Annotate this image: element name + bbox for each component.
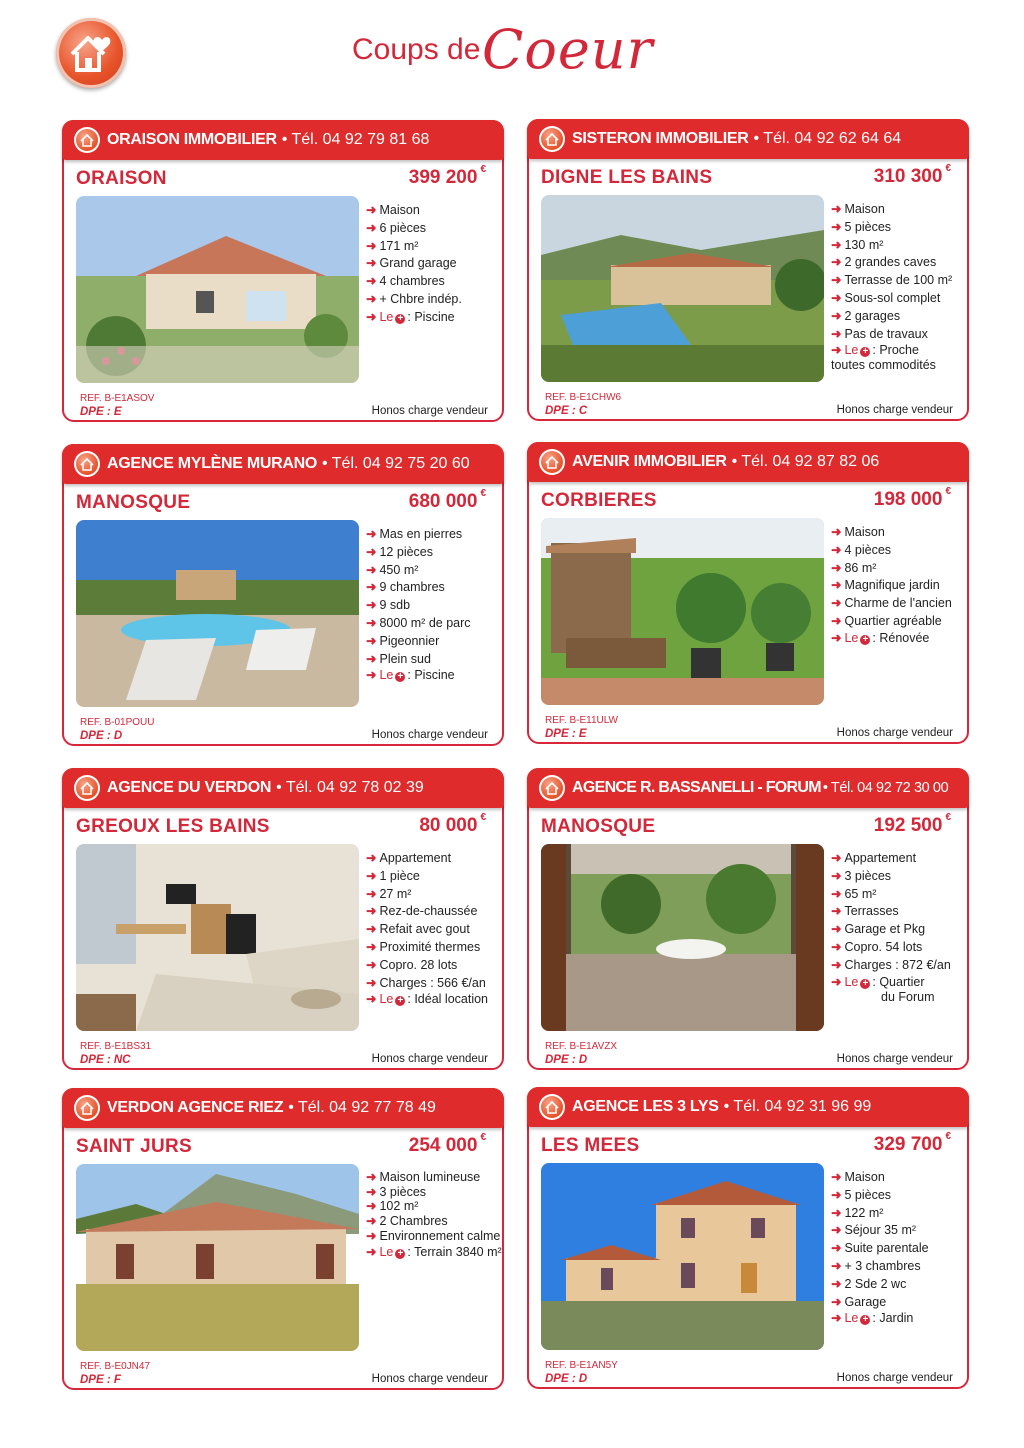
agency-phone: • Tél. 04 92 75 20 60 (322, 455, 470, 472)
arrow-right-icon: ➜ (831, 308, 842, 323)
listing-header (527, 1087, 969, 1127)
arrow-right-icon: ➜ (831, 1187, 842, 1202)
arrow-right-icon: ➜ (831, 1223, 842, 1238)
arrow-right-icon: ➜ (831, 868, 842, 883)
feature-list (831, 850, 951, 1005)
arrow-right-icon: ➜ (366, 544, 377, 559)
feature-item: ➜ Quartier agréable (831, 613, 942, 628)
feature-item: ➜ Séjour 35 m² (831, 1223, 917, 1238)
arrow-right-icon: ➜ (366, 256, 377, 271)
arrow-right-icon: ➜ (831, 904, 842, 919)
listing-dpe: DPE : E (80, 406, 122, 418)
arrow-right-icon: ➜ (366, 291, 377, 306)
listing-card[interactable] (527, 768, 969, 1070)
listing-ref: REF. B-E1BS31 (80, 1041, 152, 1052)
arrow-right-icon: ➜ (366, 527, 377, 541)
agency-name: ORAISON IMMOBILIER (107, 131, 277, 148)
feature-item: ➜ Copro. 54 lots (831, 939, 923, 954)
feature-item: ➜ Copro. 28 lots (366, 957, 458, 972)
plus-icon: + (860, 635, 870, 645)
plus-icon: + (395, 672, 405, 682)
feature-item: ➜ 6 pièces (366, 220, 427, 235)
agency-name: AVENIR IMMOBILIER (572, 453, 727, 470)
arrow-right-icon: ➜ (366, 615, 377, 630)
arrow-right-icon: ➜ (366, 562, 377, 577)
feature-item: ➜ 12 pièces (366, 544, 433, 559)
plus-icon: + (395, 996, 405, 1006)
arrow-right-icon: ➜ (366, 220, 377, 235)
listing-header (62, 768, 504, 808)
feature-item: ➜ 5 pièces (831, 1187, 892, 1202)
listing-price: 680 000 € (408, 487, 486, 512)
feature-item: ➜ Garage et Pkg (831, 922, 926, 937)
feature-item: ➜ Maison (831, 202, 885, 216)
arrow-right-icon: ➜ (366, 1184, 377, 1199)
feature-item: ➜ Environnement calme (366, 1229, 501, 1244)
feature-list (831, 201, 952, 373)
feature-item: ➜ Terrasse de 100 m² (831, 273, 953, 288)
listing-ref: REF. B-E11ULW (545, 715, 618, 726)
arrow-right-icon: ➜ (831, 613, 842, 628)
feature-list (831, 524, 952, 646)
property-photo[interactable] (76, 844, 359, 1031)
listing-card[interactable] (527, 119, 969, 421)
house-heart-icon (539, 775, 565, 801)
feature-item: ➜ Appartement (366, 851, 452, 865)
listing-card[interactable] (62, 768, 504, 1070)
listing-fees: Honos charge vendeur (836, 1053, 953, 1065)
listing-dpe: DPE : D (545, 1373, 588, 1385)
arrow-right-icon: ➜ (831, 1170, 842, 1184)
house-heart-icon (74, 451, 100, 477)
listing-card[interactable] (527, 1087, 969, 1389)
arrow-right-icon: ➜ (831, 578, 842, 593)
listing-card[interactable] (62, 120, 504, 422)
listing-dpe: DPE : C (545, 405, 588, 417)
property-photo[interactable] (541, 518, 824, 705)
property-photo[interactable] (541, 195, 824, 382)
feature-item: ➜ 4 pièces (831, 542, 892, 557)
arrow-right-icon: ➜ (366, 309, 377, 324)
feature-list (366, 850, 488, 1007)
listing-fees: Honos charge vendeur (371, 1373, 488, 1385)
listing-city: CORBIERES (541, 490, 657, 511)
listing-price: 399 200 € (408, 163, 486, 188)
agency-name: AGENCE MYLÈNE MURANO (107, 455, 318, 472)
arrow-right-icon: ➜ (831, 974, 842, 989)
listing-ref: REF. B-E1CHW6 (545, 392, 622, 403)
arrow-right-icon: ➜ (831, 1258, 842, 1273)
house-heart-icon (74, 1095, 100, 1121)
agency-phone: • Tél. 04 92 72 30 00 (822, 780, 949, 796)
feature-highlight: ➜ Le + : Terrain 3840 m² (366, 1245, 502, 1260)
listing-price: 329 700 € (873, 1130, 951, 1155)
feature-item: ➜ Grand garage (366, 256, 457, 271)
arrow-right-icon: ➜ (366, 238, 377, 253)
feature-item: ➜ Maison lumineuse (366, 1170, 481, 1184)
arrow-right-icon: ➜ (831, 542, 842, 557)
listing-header (62, 1088, 504, 1128)
arrow-right-icon: ➜ (831, 886, 842, 901)
feature-item: ➜ 27 m² (366, 886, 412, 901)
feature-list (366, 526, 471, 683)
feature-item: ➜ + 3 chambres (831, 1258, 921, 1273)
feature-item: ➜ Mas en pierres (366, 527, 463, 541)
listing-header (62, 120, 504, 160)
arrow-right-icon: ➜ (366, 1245, 377, 1260)
arrow-right-icon: ➜ (831, 851, 842, 865)
arrow-right-icon: ➜ (831, 1276, 842, 1291)
feature-item: ➜ 3 pièces (366, 1184, 427, 1199)
feature-item: ➜ Refait avec gout (366, 922, 470, 937)
arrow-right-icon: ➜ (831, 219, 842, 234)
house-heart-icon (74, 127, 100, 153)
feature-item: ➜ 65 m² (831, 886, 877, 901)
listing-dpe: DPE : D (545, 1054, 588, 1066)
listing-fees: Honos charge vendeur (371, 405, 488, 417)
arrow-right-icon: ➜ (366, 922, 377, 937)
arrow-right-icon: ➜ (831, 1294, 842, 1309)
agency-name: VERDON AGENCE RIEZ (107, 1099, 284, 1116)
arrow-right-icon: ➜ (831, 202, 842, 216)
feature-item: ➜ Appartement (831, 851, 917, 865)
house-heart-icon (539, 126, 565, 152)
feature-item: ➜ 2 grandes caves (831, 255, 937, 270)
feature-item: ➜ 171 m² (366, 238, 419, 253)
listing-fees: Honos charge vendeur (836, 1372, 953, 1384)
arrow-right-icon: ➜ (831, 1205, 842, 1220)
agency-name: AGENCE DU VERDON (107, 779, 272, 796)
agency-phone: • Tél. 04 92 79 81 68 (281, 131, 430, 148)
listing-fees: Honos charge vendeur (836, 727, 953, 739)
plus-icon: + (860, 347, 870, 357)
feature-item: ➜ 5 pièces (831, 219, 892, 234)
listing-dpe: DPE : D (80, 730, 123, 742)
arrow-right-icon: ➜ (366, 1170, 377, 1184)
arrow-right-icon: ➜ (831, 1241, 842, 1256)
agency-name: AGENCE LES 3 LYS (572, 1098, 719, 1115)
feature-item: ➜ 9 sdb (366, 598, 411, 613)
feature-item: ➜ Terrasses (831, 904, 899, 919)
listing-price: 198 000 € (873, 485, 951, 510)
feature-list (831, 1169, 929, 1326)
feature-item: ➜ 3 pièces (831, 868, 892, 883)
feature-highlight: ➜ Le + : Piscine (366, 668, 455, 683)
listing-price: 80 000 € (419, 811, 486, 836)
agency-phone: • Tél. 04 92 31 96 99 (723, 1098, 872, 1115)
feature-item: ➜ Maison (366, 203, 420, 217)
feature-item: ➜ Suite parentale (831, 1241, 929, 1256)
feature-item: ➜ Garage (831, 1294, 887, 1309)
listing-city: SAINT JURS (76, 1136, 192, 1157)
listing-city: LES MEES (541, 1135, 640, 1156)
page-title-script: Coeur (482, 18, 654, 81)
property-photo[interactable] (541, 1163, 824, 1350)
listing-header (527, 442, 969, 482)
feature-item: ➜ Maison (831, 525, 885, 539)
arrow-right-icon: ➜ (366, 975, 377, 990)
arrow-right-icon: ➜ (366, 851, 377, 865)
feature-highlight: ➜ Le + : Proche toutes commodités (831, 343, 936, 373)
arrow-right-icon: ➜ (831, 957, 842, 972)
feature-highlight: ➜ Le + : Rénovée (831, 630, 930, 645)
arrow-right-icon: ➜ (831, 596, 842, 611)
agency-name: AGENCE R. BASSANELLI - FORUM (572, 779, 821, 796)
listing-fees: Honos charge vendeur (371, 729, 488, 741)
feature-item: ➜ Charges : 566 €/an (366, 975, 486, 990)
listing-city: ORAISON (76, 168, 167, 189)
feature-item: ➜ Rez-de-chaussée (366, 904, 478, 919)
page-title-prefix: Coups de (352, 33, 481, 66)
arrow-right-icon: ➜ (831, 290, 842, 305)
listing-card[interactable] (62, 1088, 504, 1390)
feature-item: ➜ Proximité thermes (366, 939, 481, 954)
plus-icon: + (860, 979, 870, 989)
feature-highlight: ➜ Le + : Quartier du Forum (831, 974, 935, 1004)
feature-item: ➜ 8000 m² de parc (366, 615, 471, 630)
feature-highlight: ➜ Le + : Jardin (831, 1311, 914, 1326)
listing-card[interactable] (62, 444, 504, 746)
listing-header (527, 768, 969, 808)
feature-item: ➜ 9 chambres (366, 580, 445, 595)
feature-highlight: ➜ Le + : Idéal location (366, 992, 488, 1007)
listing-city: MANOSQUE (541, 816, 656, 837)
feature-item: ➜ 2 garages (831, 308, 901, 323)
arrow-right-icon: ➜ (831, 525, 842, 539)
feature-item: ➜ Sous-sol complet (831, 290, 941, 305)
feature-item: ➜ Plein sud (366, 651, 431, 666)
listing-ref: REF. B-E0JN47 (80, 1361, 151, 1372)
arrow-right-icon: ➜ (366, 939, 377, 954)
arrow-right-icon: ➜ (366, 1213, 377, 1228)
feature-list (366, 1170, 502, 1260)
feature-item: ➜ Magnifique jardin (831, 578, 940, 593)
agency-phone: • Tél. 04 92 87 82 06 (731, 453, 880, 470)
arrow-right-icon: ➜ (366, 203, 377, 217)
arrow-right-icon: ➜ (831, 1311, 842, 1326)
arrow-right-icon: ➜ (831, 237, 842, 252)
listing-city: DIGNE LES BAINS (541, 167, 713, 188)
listing-dpe: DPE : E (545, 728, 587, 740)
feature-item: ➜ Pigeonnier (366, 633, 440, 648)
listing-ref: REF. B-E1AN5Y (545, 1360, 618, 1371)
listing-card[interactable] (527, 442, 969, 744)
feature-list (366, 202, 462, 327)
arrow-right-icon: ➜ (366, 1229, 377, 1244)
agency-phone: • Tél. 04 92 78 02 39 (276, 779, 424, 796)
arrow-right-icon: ➜ (366, 868, 377, 883)
house-heart-logo-icon (56, 18, 126, 88)
agency-phone: • Tél. 04 92 62 64 64 (753, 130, 902, 147)
property-photo[interactable] (76, 1164, 359, 1351)
house-heart-icon (74, 775, 100, 801)
feature-item: ➜ 4 chambres (366, 274, 445, 289)
listing-city: GREOUX LES BAINS (76, 816, 270, 837)
property-photo[interactable] (541, 844, 824, 1031)
arrow-right-icon: ➜ (831, 922, 842, 937)
arrow-right-icon: ➜ (831, 939, 842, 954)
feature-item: ➜ 1 pièce (366, 868, 420, 883)
listing-fees: Honos charge vendeur (836, 404, 953, 416)
arrow-right-icon: ➜ (831, 255, 842, 270)
arrow-right-icon: ➜ (366, 598, 377, 613)
listing-price: 254 000 € (408, 1131, 486, 1156)
arrow-right-icon: ➜ (366, 580, 377, 595)
arrow-right-icon: ➜ (831, 343, 842, 358)
feature-item: ➜ Charges : 872 €/an (831, 957, 951, 972)
arrow-right-icon: ➜ (366, 633, 377, 648)
feature-item: ➜ 2 Sde 2 wc (831, 1276, 907, 1291)
feature-item: ➜ 2 Chambres (366, 1213, 448, 1228)
listing-price: 310 300 € (873, 162, 951, 187)
arrow-right-icon: ➜ (366, 1199, 377, 1214)
plus-icon: + (860, 1315, 870, 1325)
arrow-right-icon: ➜ (831, 326, 842, 341)
feature-item: ➜ 450 m² (366, 562, 419, 577)
arrow-right-icon: ➜ (366, 957, 377, 972)
arrow-right-icon: ➜ (831, 630, 842, 645)
arrow-right-icon: ➜ (366, 904, 377, 919)
feature-item: ➜ 130 m² (831, 237, 884, 252)
listing-fees: Honos charge vendeur (371, 1053, 488, 1065)
house-heart-icon (539, 1094, 565, 1120)
arrow-right-icon: ➜ (366, 274, 377, 289)
property-photo[interactable] (76, 520, 359, 707)
listing-header (62, 444, 504, 484)
arrow-right-icon: ➜ (366, 668, 377, 683)
listing-price: 192 500 € (873, 811, 951, 836)
listing-city: MANOSQUE (76, 492, 191, 513)
feature-item: ➜ 102 m² (366, 1199, 419, 1214)
house-heart-icon (539, 449, 565, 475)
feature-item: ➜ + Chbre indép. (366, 291, 462, 306)
listing-ref: REF. B-E1AVZX (545, 1041, 618, 1052)
arrow-right-icon: ➜ (831, 560, 842, 575)
plus-icon: + (395, 314, 405, 324)
arrow-right-icon: ➜ (366, 992, 377, 1007)
listing-ref: REF. B-01POUU (80, 717, 155, 728)
listing-ref: REF. B-E1ASOV (80, 393, 155, 404)
feature-item: ➜ 86 m² (831, 560, 877, 575)
feature-highlight: ➜ Le + : Piscine (366, 309, 455, 324)
feature-item: ➜ Pas de travaux (831, 326, 928, 341)
feature-item: ➜ Maison (831, 1170, 885, 1184)
property-photo[interactable] (76, 196, 359, 383)
listing-dpe: DPE : F (80, 1374, 121, 1386)
agency-name: SISTERON IMMOBILIER (572, 130, 749, 147)
arrow-right-icon: ➜ (366, 651, 377, 666)
arrow-right-icon: ➜ (366, 886, 377, 901)
arrow-right-icon: ➜ (831, 273, 842, 288)
agency-phone: • Tél. 04 92 77 78 49 (288, 1099, 436, 1116)
listing-header (527, 119, 969, 159)
plus-icon: + (395, 1249, 405, 1259)
feature-item: ➜ 122 m² (831, 1205, 884, 1220)
feature-item: ➜ Charme de l'ancien (831, 596, 952, 611)
listing-dpe: DPE : NC (80, 1054, 131, 1066)
